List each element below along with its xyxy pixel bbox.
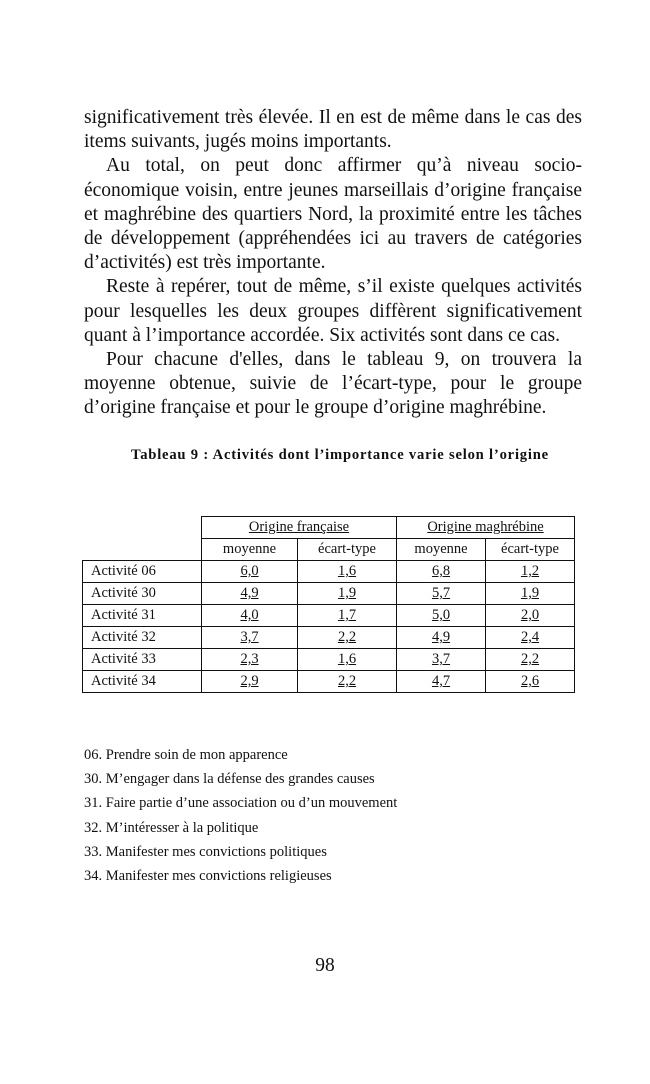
paragraph: Au total, on peut donc affirmer qu’à niveau socio-économique voisin, entre jeunes marseillais d’origine française et maghrébine des quartiers Nord, la proximité entre les tâches de développement (appréhendées ici au travers de catégories d’activités) est très importante. (84, 155, 582, 274)
paragraph: Pour chacune d'elles, dans le tableau 9, on trouvera la moyenne obtenue, suivie de l’écart-type, pour le groupe d’origine française et pour le groupe d’origine maghrébine. (84, 349, 582, 419)
table-cell: 4,9 (202, 583, 298, 605)
table-cell: 4,0 (202, 605, 298, 627)
table-group-header-row (83, 517, 575, 539)
table-cell: 5,0 (397, 605, 486, 627)
table-cell: 2,2 (486, 649, 575, 671)
footnote: 31. Faire partie d’une association ou d’un mouvement (84, 795, 398, 812)
column-header: écart-type (486, 539, 575, 561)
table-cell: 1,9 (298, 583, 397, 605)
footnotes (84, 743, 564, 888)
row-label: Activité 33 (83, 649, 202, 671)
table-row (83, 561, 575, 583)
footnote: 30. M’engager dans la défense des grandes causes (84, 771, 375, 788)
footnote: 32. M’intéresser à la politique (84, 819, 259, 836)
table-cell: 1,2 (486, 561, 575, 583)
row-label: Activité 06 (83, 561, 202, 583)
column-header: moyenne (202, 539, 298, 561)
row-label: Activité 30 (83, 583, 202, 605)
table-cell: 2,6 (486, 671, 575, 693)
table-sub-header-row (83, 539, 575, 561)
table-row (83, 583, 575, 605)
table-row (83, 671, 575, 693)
table-cell: 1,6 (298, 649, 397, 671)
table-cell: 5,7 (397, 583, 486, 605)
table-caption: Tableau 9 : Activités dont l’importance varie selon l’origine (131, 447, 549, 463)
table-cell: 2,2 (298, 627, 397, 649)
table-cell: 2,3 (202, 649, 298, 671)
table-corner (83, 539, 202, 561)
data-table (82, 516, 575, 693)
table-cell: 2,4 (486, 627, 575, 649)
table-cell: 3,7 (397, 649, 486, 671)
paragraph: significativement très élevée. Il en est de même dans le cas des items suivants, jugés moins importants. (84, 107, 582, 153)
table-cell: 1,6 (298, 561, 397, 583)
table-row (83, 605, 575, 627)
footnote: 06. Prendre soin de mon apparence (84, 747, 288, 763)
table-cell: 2,2 (298, 671, 397, 693)
column-header: moyenne (397, 539, 486, 561)
footnote: 33. Manifester mes convictions politiques (84, 843, 327, 860)
page-number: 98 (315, 955, 335, 976)
table-row (83, 649, 575, 671)
paragraph: Reste à repérer, tout de même, s’il existe quelques activités pour lesquelles les deux groupes diffèrent significativement quant à l’importance accordée. Six activités sont dans ce cas. (84, 276, 582, 346)
row-label: Activité 34 (83, 671, 202, 693)
table-cell: 2,9 (202, 671, 298, 693)
table-corner (83, 517, 202, 539)
table-cell: 4,7 (397, 671, 486, 693)
table-cell: 6,0 (202, 561, 298, 583)
table-cell: 2,0 (486, 605, 575, 627)
table-cell: 1,9 (486, 583, 575, 605)
table-cell: 6,8 (397, 561, 486, 583)
body-text (84, 106, 582, 421)
table-row (83, 627, 575, 649)
column-header: écart-type (298, 539, 397, 561)
table-cell: 4,9 (397, 627, 486, 649)
group-header-francaise: Origine française (202, 517, 397, 539)
table-cell: 3,7 (202, 627, 298, 649)
group-header-maghrebine: Origine maghrébine (397, 517, 575, 539)
table-cell: 1,7 (298, 605, 397, 627)
footnote: 34. Manifester mes convictions religieuses (84, 868, 332, 885)
row-label: Activité 31 (83, 605, 202, 627)
row-label: Activité 32 (83, 627, 202, 649)
